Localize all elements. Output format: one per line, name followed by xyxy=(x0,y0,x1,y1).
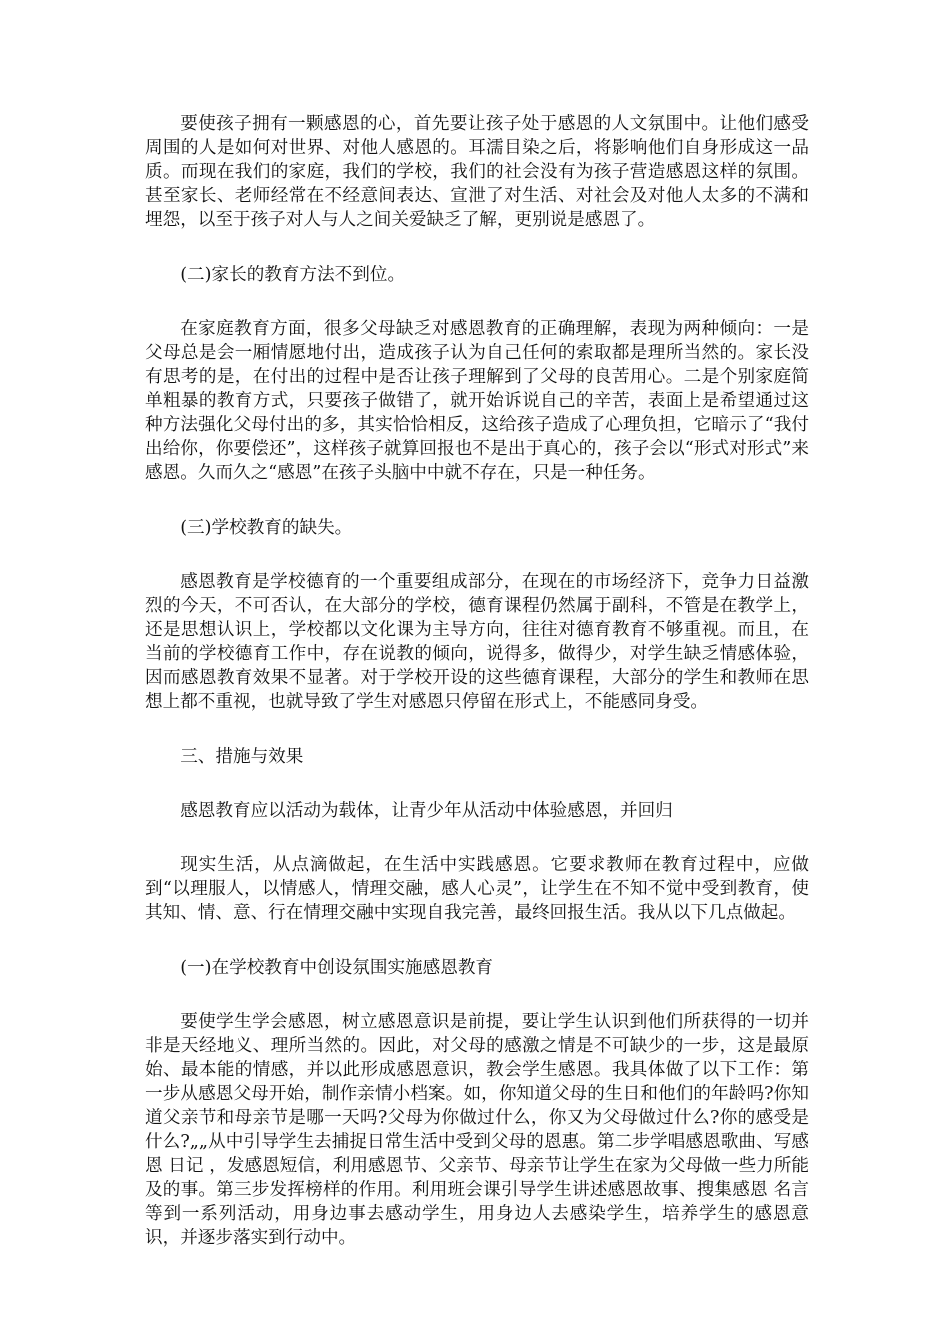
paragraph-real-life-practice: 现实生活，从点滴做起，在生活中实践感恩。它要求教师在教育过程中，应做到“以理服人，以情感人，情理交融，感人心灵”，让学生在不知不觉中受到教育，使其知、情、意、行在情理交融中实现自我完善，最终回报生活。我从以下几点做起。 xyxy=(145,855,809,923)
heading-school-atmosphere: (一)在学校教育中创设氛围实施感恩教育 xyxy=(180,958,494,978)
heading-school-education-lack: (三)学校教育的缺失。 xyxy=(180,518,353,538)
paragraph-family-education: 在家庭教育方面，很多父母缺乏对感恩教育的正确理解，表现为两种倾向：一是父母总是会一厢情愿地付出，造成孩子认为自己任何的索取都是理所当然的。家长没有思考的是，在付出的过程中是否让孩子理解到了父母的良苦用心。二是个别家庭简单粗暴的教育方式，只要孩子做错了，就开始诉说自己的辛苦，表面上是希望通过这种方法强化父母付出的多，其实恰恰相反，这给孩子造成了心理负担，它暗示了“我付出给你，你要偿还”，这样孩子就算回报也不是出于真心的，孩子会以“形式对形式”来感恩。久而久之“感恩”在孩子头脑中中就不存在，只是一种任务。 xyxy=(145,319,809,483)
heading-measures-effects: 三、措施与效果 xyxy=(180,747,304,767)
paragraph-gratitude-atmosphere: 要使孩子拥有一颗感恩的心，首先要让孩子处于感恩的人文氛围中。让他们感受周围的人是如何对世界、对他人感恩的。耳濡目染之后，将影响他们自身形成这一品质。而现在我们的家庭，我们的学校，我们的社会没有为孩子营造感恩这样的氛围。甚至家长、老师经常在不经意间表达、宣泄了对生活、对社会及对他人太多的不满和埋怨，以至于孩子对人与人之间关爱缺乏了解，更别说是感恩了。 xyxy=(145,114,809,230)
heading-parent-methods: (二)家长的教育方法不到位。 xyxy=(180,265,406,285)
paragraph-activity-carrier: 感恩教育应以活动为载体，让青少年从活动中体验感恩，并回归 xyxy=(180,801,673,821)
document-body xyxy=(145,112,809,1281)
paragraph-school-moral-education: 感恩教育是学校德育的一个重要组成部分，在现在的市场经济下，竞争力日益激烈的今天，不可否认，在大部分的学校，德育课程仍然属于副科，不管是在教学上，还是思想认识上，学校都以文化课为主导方向，往往对德育教育不够重视。而且，在当前的学校德育工作中，存在说教的倾向，说得多，做得少，对学生缺乏情感体验，因而感恩教育效果不显著。对于学校开设的这些德育课程，大部分的学生和教师在思想上都不重视，也就导致了学生对感恩只停留在形式上，不能感同身受。 xyxy=(145,572,809,712)
paragraph-gratitude-awareness: 要使学生学会感恩，树立感恩意识是前提，要让学生认识到他们所获得的一切并非是天经地义、理所当然的。因此，对父母的感激之情是不可缺少的一步，这是最原始、最本能的情感，并以此形成感恩意识，教会学生感恩。我具体做了以下工作：第一步从感恩父母开始，制作亲情小档案。如，你知道父母的生日和他们的年龄吗?你知道父亲节和母亲节是哪一天吗?父母为你做过什么，你又为父母做过什么?你的感受是什么?„„从中引导学生去捕捉日常生活中受到父母的恩惠。第二步学唱感恩歌曲、写感恩 日记 ，发感恩短信，利用感恩节、父亲节、母亲节让学生在家为父母做一些力所能及的事。第三步发挥榜样的作用。利用班会课引导学生讲述感恩故事、搜集感恩 名言 等到一系列活动，用身边事去感动学生，用身边人去感染学生，培养学生的感恩意识，并逐步落实到行动中。 xyxy=(145,1012,809,1248)
